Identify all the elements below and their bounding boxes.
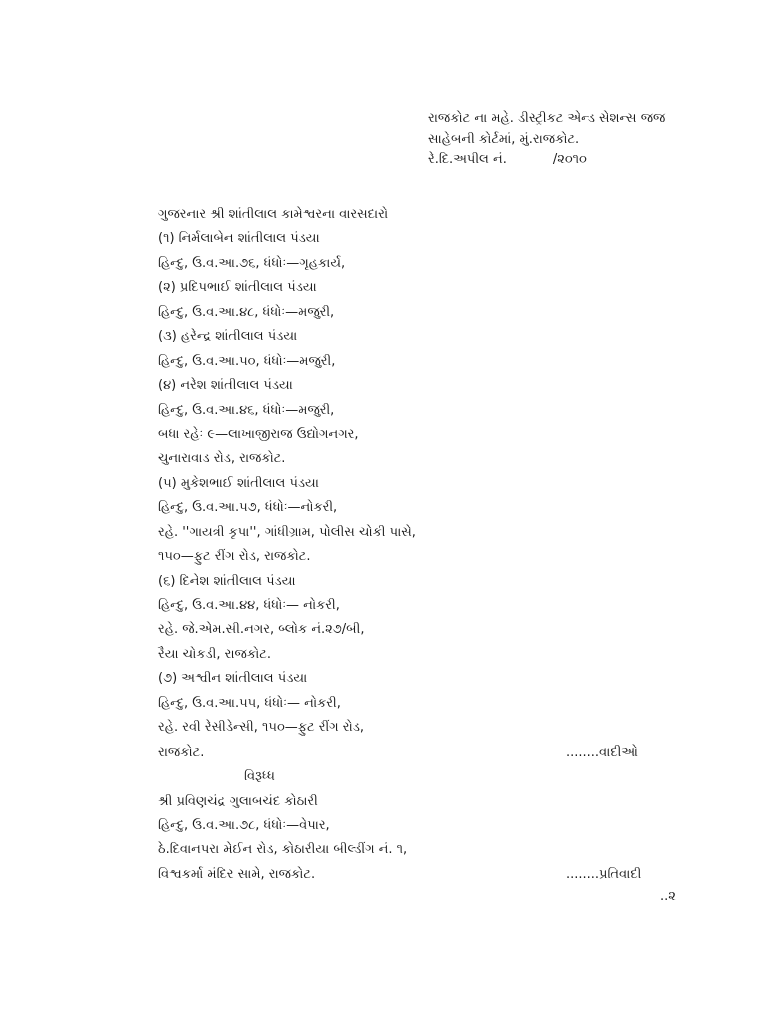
defendant-address-2: વિશ્વકર્મા મંદિર સામે, રાજકોટ.: [158, 866, 316, 882]
plaintiff-5-name: (૫) મુકેશભાઈ શાંતીલાલ પંડયા: [158, 475, 319, 491]
defendant-role-label: ........પ્રતિવાદી: [566, 866, 642, 882]
appeal-year: /૨૦૧૦: [552, 152, 587, 167]
court-name-line: રાજકોટ ના મહે. ડીસ્ટ્રીકટ એન્ડ સેશન્સ જજ: [428, 111, 666, 126]
plaintiff-7-details: હિન્દુ, ઉ.વ.આ.૫૫, ધંધોઃ— નોકરી,: [158, 695, 341, 711]
plaintiff-6-name: (૬) દિનેશ શાંતીલાલ પંડયા: [158, 573, 296, 589]
court-location-line: સાહેબની કોર્ટમાં, મું.રાજકોટ.: [428, 132, 580, 147]
versus-label: વિરૂધ્ધ: [244, 769, 275, 785]
plaintiff-7-address-1: રહે. રવી રેસીડેન્સી, ૧૫૦—ફુટ રીંગ રોડ,: [158, 720, 365, 736]
defendant-address-row: [158, 863, 678, 887]
plaintiff-4-details: હિન્દુ, ઉ.વ.આ.૪૬, ધંધોઃ—મજુરી,: [158, 402, 335, 418]
plaintiff-5-address-2: ૧૫૦—ફુટ રીંગ રોડ, રાજકોટ.: [158, 549, 311, 565]
party-details: [158, 203, 678, 887]
appeal-label: રે.દિ.અપીલ નં.: [428, 152, 507, 167]
plaintiff-4-name: (૪) નરેશ શાંતીલાલ પંડયા: [158, 378, 293, 394]
plaintiff-1-name: (૧) નિર્મલાબેન શાંતીલાલ પંડયા: [158, 231, 320, 247]
plaintiff-7-name: (૭) અશ્વીન શાંતીલાલ પંડયા: [158, 671, 308, 687]
court-header: [428, 108, 758, 150]
plaintiff-5-details: હિન્દુ, ઉ.વ.આ.૫૭, ધંધોઃ—નોકરી,: [158, 500, 338, 516]
plaintiffs-intro: ગુજરનાર શ્રી શાંતીલાલ કામેશ્વરના વારસદારો: [158, 207, 389, 222]
defendant-details: હિન્દુ, ઉ.વ.આ.૭૮, ધંધોઃ—વેપાર,: [158, 817, 330, 833]
defendant-name: શ્રી પ્રવિણચંદ્ર ગુલાબચંદ કોઠારી: [158, 793, 318, 809]
page-continuation-marker: ..૨: [660, 889, 676, 904]
plaintiff-2-details: હિન્દુ, ઉ.વ.આ.૪૮, ધંધોઃ—મજુરી,: [158, 304, 335, 320]
plaintiff-2-name: (૨) પ્રદિપભાઈ શાંતીલાલ પંડયા: [158, 280, 317, 296]
plaintiff-1-details: હિન્દુ, ઉ.વ.આ.૭૬, ધંધોઃ—ગૃહકાર્ય,: [158, 255, 346, 271]
plaintiff-6-details: હિન્દુ, ઉ.વ.આ.૪૪, ધંધોઃ— નોકરી,: [158, 598, 340, 613]
defendant-address-1: ઠે.દિવાનપરા મેઈન રોડ, કોઠારીયા બીલ્ડીંગ નં. ૧,: [158, 842, 408, 858]
appeal-number-line: [428, 152, 587, 167]
plaintiff-7-address-row: [158, 741, 678, 765]
shared-address-line-2: ચુનારાવાડ રોડ, રાજકોટ.: [158, 451, 286, 467]
plaintiff-6-address-2: રૈયા ચોકડી, રાજકોટ.: [158, 646, 271, 662]
shared-address-line-1: બધા રહેઃ ૯—લાખાજીરાજ ઉદ્યોગનગર,: [158, 426, 359, 442]
plaintiffs-role-label: ........વાદીઓ: [566, 744, 638, 760]
plaintiff-5-address-1: રહે. ''ગાયત્રી કૃપા'', ગાંધીગ્રામ, પોલીસ ચોકી પાસે,: [158, 524, 416, 540]
plaintiff-7-address-2: રાજકોટ.: [158, 744, 205, 760]
plaintiff-6-address-1: રહે. જે.એમ.સી.નગર, બ્લોક નં.૨૭/બી,: [158, 622, 365, 638]
plaintiff-3-details: હિન્દુ, ઉ.વ.આ.૫૦, ધંધોઃ—મજુરી,: [158, 353, 336, 369]
plaintiff-3-name: (૩) હરેન્દ્ર શાંતીલાલ પંડયા: [158, 329, 298, 345]
